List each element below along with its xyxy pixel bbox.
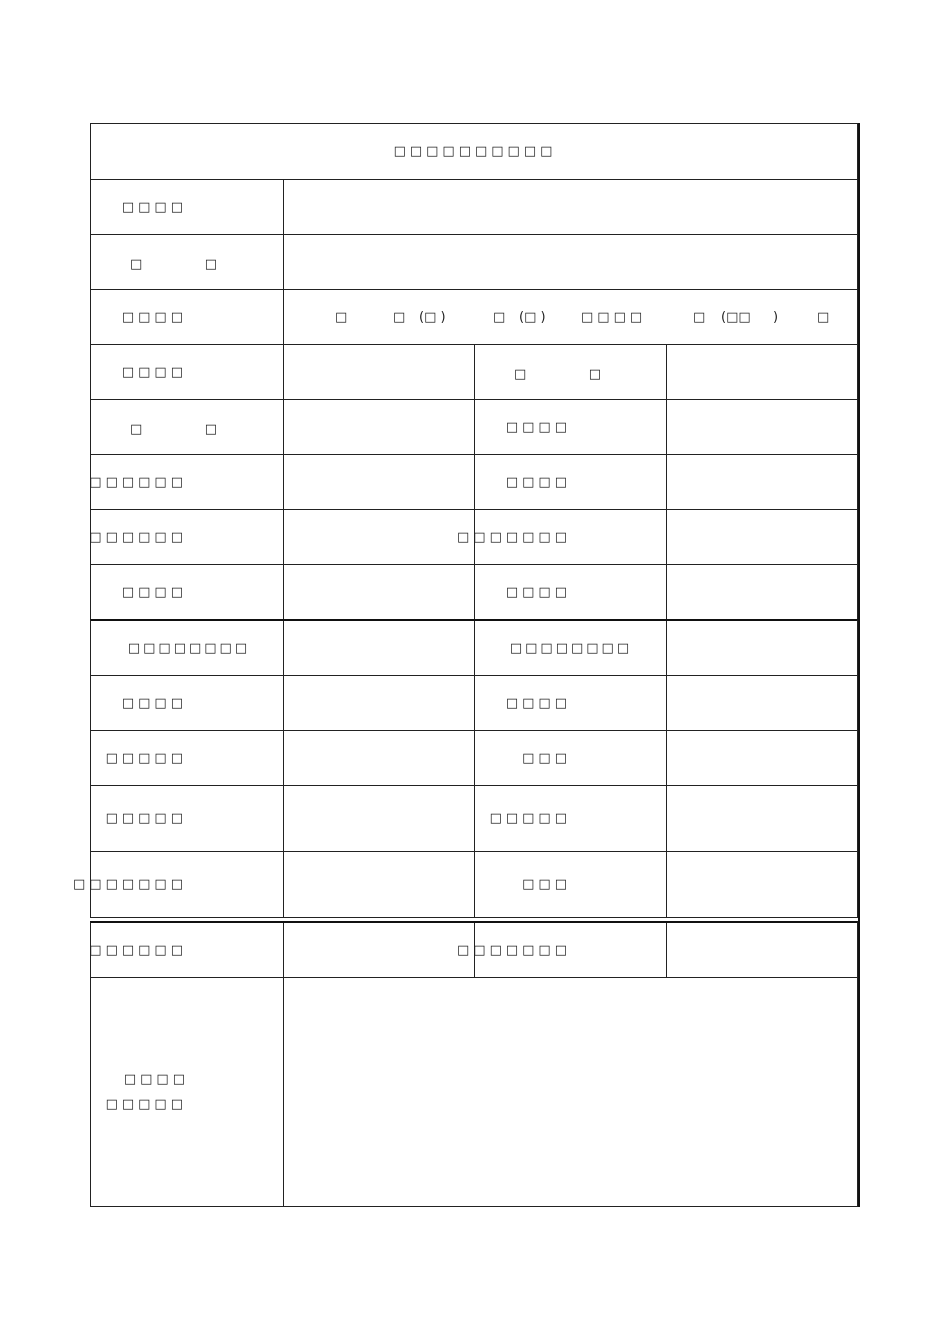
field-value[interactable] (667, 345, 859, 399)
date-part: (□ ) (519, 309, 546, 325)
field-value[interactable] (667, 852, 859, 917)
field-value[interactable] (284, 852, 474, 917)
table-row (90, 454, 858, 510)
notes-field[interactable] (284, 978, 859, 1206)
table-row (90, 509, 858, 565)
field-value[interactable] (667, 510, 859, 564)
field-label: □□□□□ (105, 750, 187, 766)
form-title: □□□□□□□□□□ (393, 144, 557, 159)
date-part: □ (693, 309, 706, 325)
field-value[interactable] (667, 786, 859, 851)
field-label: □□□□□ (489, 811, 571, 826)
field-value[interactable] (667, 400, 859, 454)
field-value[interactable] (284, 786, 474, 851)
field-value[interactable] (667, 923, 859, 977)
field-label: □□□□□□□□ (509, 640, 633, 656)
notes-label (91, 978, 283, 1206)
table-row (90, 399, 858, 455)
table-row (90, 675, 858, 731)
field-label: □□□□ (505, 419, 571, 435)
form-title-row (90, 123, 858, 180)
table-row (90, 289, 858, 345)
field-value[interactable] (667, 565, 859, 619)
field-label: □□□□□□ (89, 474, 187, 490)
notes-label-line2: □□□□□ (105, 1097, 187, 1112)
field-label: □□□ (522, 750, 571, 766)
field-label: □□□□ (505, 474, 571, 490)
field-label: □□□□ (505, 695, 571, 711)
field-label: □ □ (130, 256, 221, 272)
field-label: □ □ (130, 421, 221, 437)
date-part: □□□□ (581, 309, 647, 325)
field-value[interactable] (284, 923, 474, 977)
field-label: □□□□ (121, 309, 187, 325)
field-value[interactable] (284, 621, 474, 675)
date-part: □ (335, 309, 348, 325)
table-row (90, 179, 858, 235)
field-label: □□□□ (121, 584, 187, 600)
notes-row (90, 977, 858, 1207)
date-part: (□□ (721, 309, 751, 325)
field-label: □□□□ (121, 364, 187, 380)
form-table (73, 123, 860, 1207)
date-part: □ (393, 309, 406, 325)
field-label: □□□□□□ (89, 942, 187, 958)
field-label: □□□□□□□ (457, 942, 571, 958)
table-row (90, 921, 858, 978)
field-value[interactable] (667, 621, 859, 675)
field-label: □ □ (514, 366, 605, 382)
field-value[interactable] (284, 345, 474, 399)
date-part: □ (817, 309, 830, 325)
field-label: □□□□□□□□ (127, 640, 251, 656)
field-label: □□□ (522, 877, 571, 892)
field-value[interactable] (667, 731, 859, 785)
date-part: □ (493, 309, 506, 325)
table-row (90, 730, 858, 786)
table-row (90, 619, 858, 676)
notes-label-line1: □□□□ (123, 1072, 189, 1087)
date-part: ) (773, 309, 779, 325)
field-value[interactable] (284, 180, 859, 234)
table-row (90, 234, 858, 290)
table-row (73, 851, 858, 918)
field-label: □□□□ (121, 695, 187, 711)
field-label: □□□□□□□ (457, 529, 571, 545)
table-row (90, 344, 858, 400)
field-value[interactable] (667, 676, 859, 730)
field-value[interactable] (284, 565, 474, 619)
field-label: □□□□ (505, 584, 571, 600)
table-row (90, 564, 858, 620)
field-label: □□□□□□ (89, 529, 187, 545)
field-value[interactable] (284, 400, 474, 454)
field-value[interactable] (284, 455, 474, 509)
field-label: □□□□□ (105, 811, 187, 826)
field-label: □□□□ (121, 199, 187, 215)
table-row (90, 785, 858, 852)
field-label: □□□□□□□ (73, 877, 187, 892)
field-value[interactable] (284, 731, 474, 785)
field-value[interactable] (284, 235, 859, 289)
field-value[interactable] (284, 510, 474, 564)
field-value[interactable] (667, 455, 859, 509)
date-part: (□ ) (419, 309, 446, 325)
field-value[interactable] (284, 676, 474, 730)
